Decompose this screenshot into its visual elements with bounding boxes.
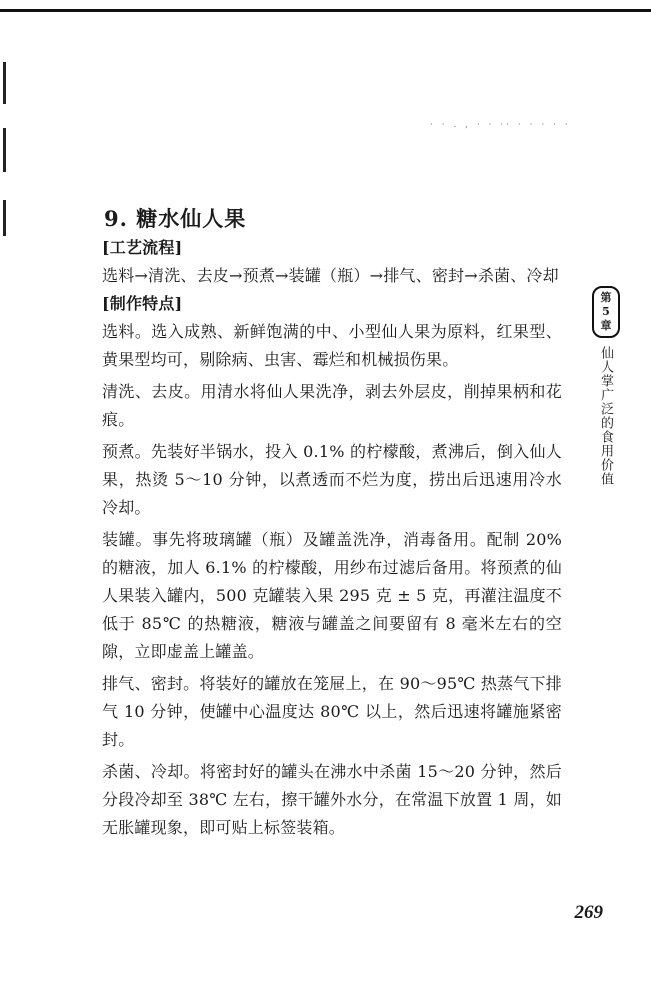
process-heading: [工艺流程] bbox=[102, 238, 183, 257]
chapter-tab bbox=[589, 286, 619, 486]
features-heading: [制作特点] bbox=[102, 294, 183, 313]
paragraph-precooking: 预煮。先装好半锅水，投入 0.1% 的柠檬酸，煮沸后，倒入仙人果，热烫 5～10 分钟，以煮透而不烂为度，捞出后迅速用冷水冷却。 bbox=[102, 442, 562, 517]
paragraph-washing: 清洗、去皮。用清水将仙人果洗净，剥去外层皮，削掉果柄和花痕。 bbox=[102, 382, 562, 429]
chapter-badge-char: 第 bbox=[600, 291, 612, 304]
paragraph-sealing: 排气、密封。将装好的罐放在笼屉上，在 90～95℃ 热蒸气下排气 10 分钟，使罐中心温度达 80℃ 以上，然后迅速将罐施紧密封。 bbox=[102, 674, 562, 749]
edge-mark bbox=[3, 200, 6, 236]
process-flow: 选料→清洗、去皮→预煮→装罐（瓶）→排气、密封→杀菌、冷却 bbox=[102, 266, 559, 285]
chapter-badge-number: 5 bbox=[602, 305, 610, 318]
top-rule bbox=[0, 9, 651, 12]
edge-mark bbox=[3, 128, 6, 172]
chapter-badge-char: 章 bbox=[600, 319, 612, 332]
scan-noise: · · . , · · ·· · · · · · bbox=[430, 120, 571, 130]
chapter-title: 仙人掌广泛的食用价值 bbox=[598, 346, 613, 486]
section-title: 9. 糖水仙人果 bbox=[104, 206, 247, 231]
page-body bbox=[102, 234, 562, 842]
edge-mark bbox=[3, 62, 6, 104]
paragraph-canning: 装罐。事先将玻璃罐（瓶）及罐盖洗净，消毒备用。配制 20% 的糖液，加人 6.1% 的柠檬酸，用纱布过滤后备用。将预煮的仙人果装入罐内，500 克罐装入果 295 克 ± 5 克，再灌注温度不低于 85℃ 的热糖液，糖液与罐盖之间要留有 8 毫米左右的空隙，立即虚盖上罐盖。 bbox=[102, 530, 562, 661]
chapter-badge bbox=[592, 286, 620, 338]
paragraph-sterilizing: 杀菌、冷却。将密封好的罐头在沸水中杀菌 15～20 分钟，然后分段冷却至 38℃ 左右，擦干罐外水分，在常温下放置 1 周，如无胀罐现象，即可贴上标签装箱。 bbox=[102, 762, 562, 837]
page-number: 269 bbox=[574, 902, 603, 923]
binding-edge bbox=[0, 0, 10, 1001]
paragraph-selection: 选料。选入成熟、新鲜饱满的中、小型仙人果为原料，红果型、黄果型均可，剔除病、虫害、霉烂和机械损伤果。 bbox=[102, 322, 562, 369]
